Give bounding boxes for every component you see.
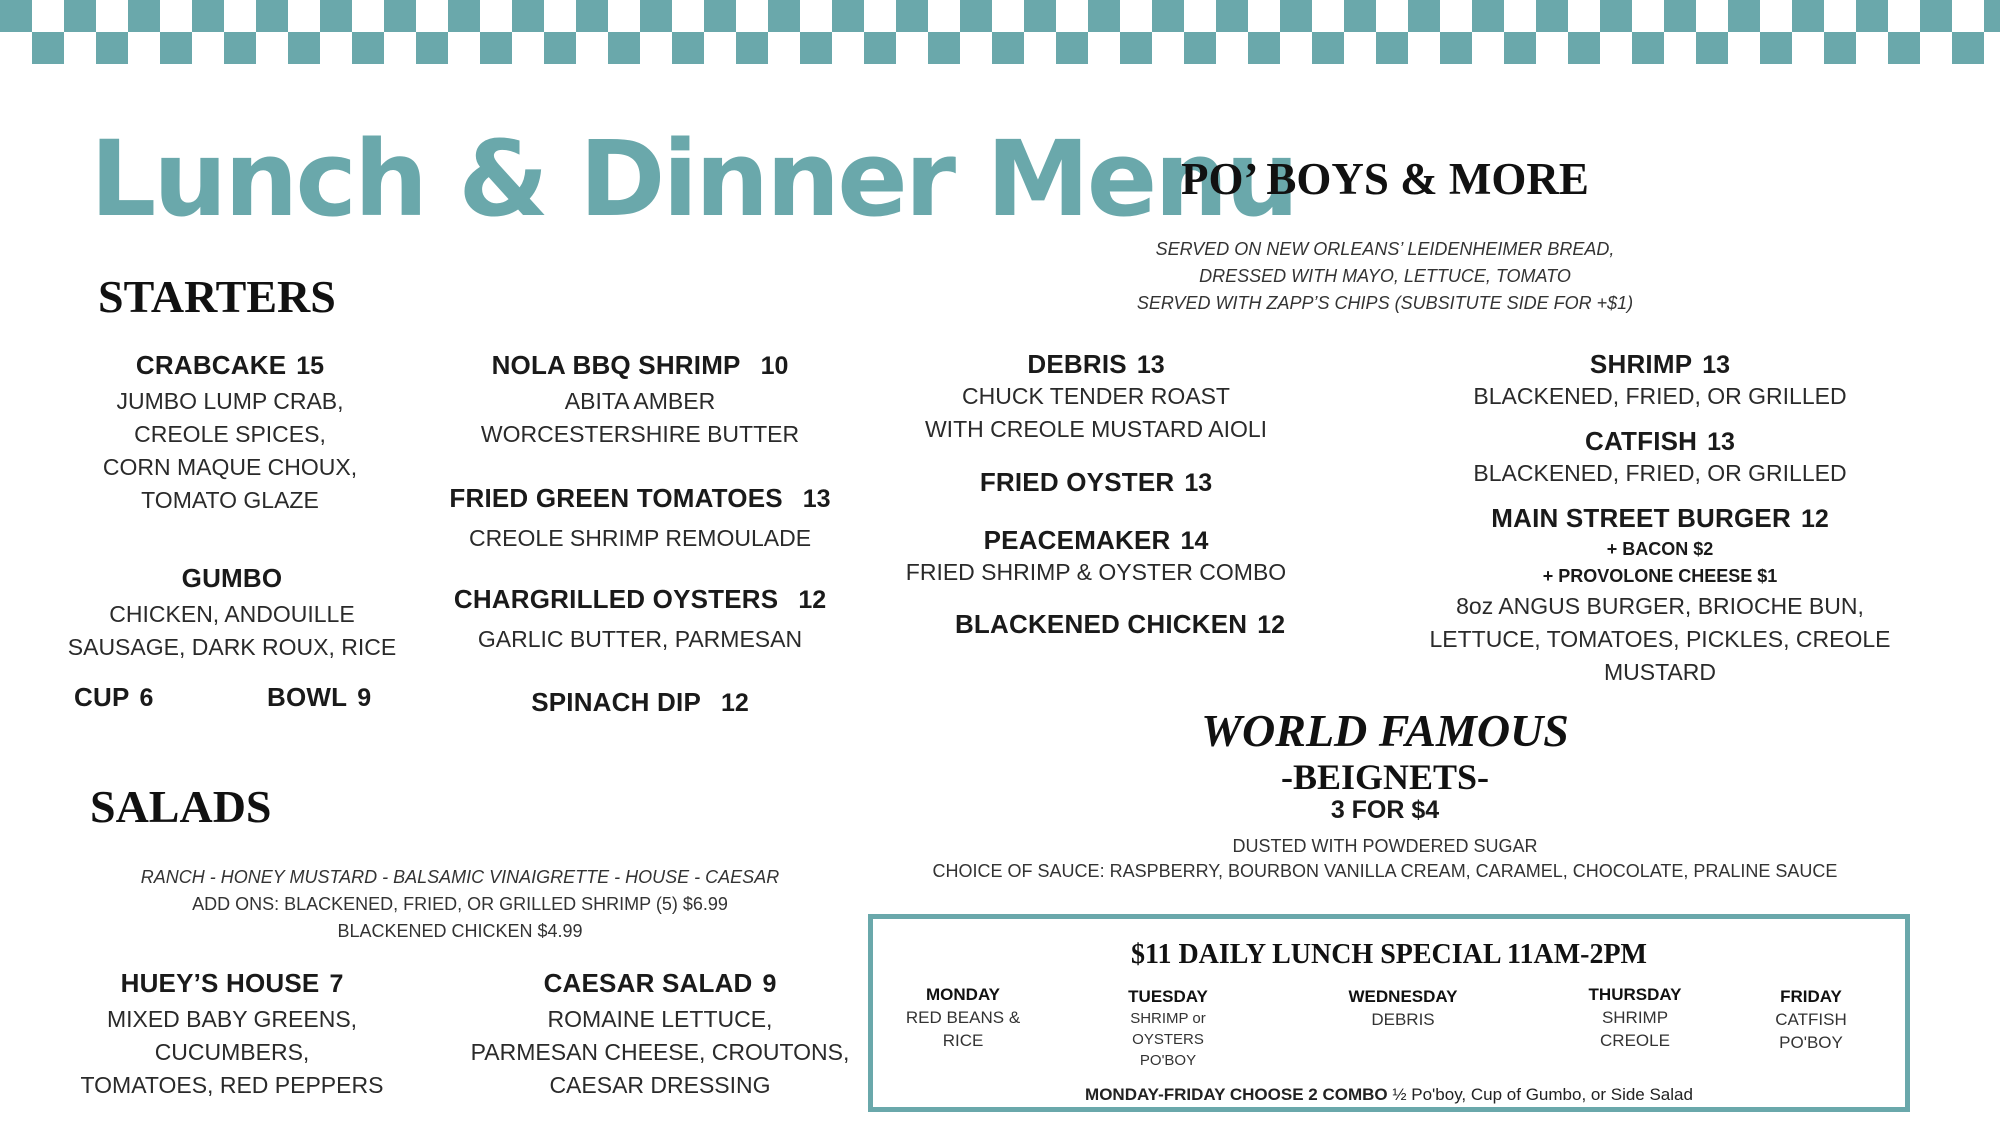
beignets-price: 3 FOR $4 <box>1330 796 1440 824</box>
checker-square <box>576 0 608 32</box>
hueys-house-item <box>62 968 402 1102</box>
checker-square <box>128 0 160 32</box>
checker-square <box>1312 32 1344 64</box>
checker-square <box>1728 0 1760 32</box>
checker-square <box>928 32 960 64</box>
peacemaker-item <box>880 525 1312 589</box>
item-desc: BLACKENED, FRIED, OR GRILLED <box>1473 460 1847 486</box>
checker-square <box>352 32 384 64</box>
beignets-desc: DUSTED WITH POWDERED SUGAR <box>1232 836 1538 856</box>
beignets-sauces: CHOICE OF SAUCE: RASPBERRY, BOURBON VANILLA CREAM, CARAMEL, CHOCOLATE, PRALINE SAUCE <box>932 861 1838 881</box>
checker-square <box>0 0 32 32</box>
item-desc: WITH CREOLE MUSTARD AIOLI <box>924 416 1268 442</box>
day-dish: PO'BOY <box>1779 1033 1843 1052</box>
item-desc: CREOLE SPICES, <box>134 421 326 447</box>
salad-addons: ADD ONS: BLACKENED, FRIED, OR GRILLED SHRIMP (5) $6.99 <box>192 894 728 914</box>
checker-square <box>1792 0 1824 32</box>
item-price: 10 <box>760 352 789 380</box>
checker-square <box>1760 32 1792 64</box>
checker-square <box>864 32 896 64</box>
checker-square <box>800 32 832 64</box>
day-dish: PO'BOY <box>1139 1052 1197 1069</box>
item-desc: CHICKEN, ANDOUILLE <box>109 601 355 627</box>
checker-square <box>1184 32 1216 64</box>
checker-square <box>192 0 224 32</box>
checker-square <box>384 0 416 32</box>
checker-square <box>224 32 256 64</box>
item-name: FRIED OYSTER <box>979 467 1175 497</box>
item-name: SPINACH DIP <box>531 687 701 717</box>
item-desc: MIXED BABY GREENS, <box>106 1006 358 1032</box>
checker-square <box>1856 0 1888 32</box>
shrimp-item <box>1420 349 1900 413</box>
lunch-special-heading: $11 DAILY LUNCH SPECIAL 11AM-2PM <box>1131 939 1647 970</box>
item-desc: ROMAINE LETTUCE, <box>547 1006 773 1032</box>
checker-square <box>1984 0 2000 32</box>
checker-square <box>160 32 192 64</box>
checker-square <box>704 0 736 32</box>
day-dish: RED BEANS & <box>905 1008 1021 1027</box>
checker-square <box>1920 0 1952 32</box>
item-price: 12 <box>1800 505 1829 533</box>
item-price: 13 <box>1136 351 1165 379</box>
checker-square <box>1536 0 1568 32</box>
checker-square <box>992 32 1024 64</box>
day-dish: CATFISH <box>1775 1010 1847 1029</box>
checker-square <box>256 0 288 32</box>
item-desc: CUCUMBERS, <box>154 1039 310 1065</box>
item-price: 12 <box>798 586 827 614</box>
checker-square <box>1216 0 1248 32</box>
checker-square <box>736 32 768 64</box>
burger-addon: + PROVOLONE CHEESE $1 <box>1542 566 1778 586</box>
checker-square <box>1504 32 1536 64</box>
day-dish: SHRIMP or <box>1130 1010 1206 1027</box>
salads-heading: SALADS <box>90 781 272 832</box>
item-name: DEBRIS <box>1027 349 1127 379</box>
combo-options: ½ Po'boy, Cup of Gumbo, or Side Salad <box>1387 1085 1693 1104</box>
checker-square <box>448 0 480 32</box>
checker-square <box>320 0 352 32</box>
checker-square <box>544 32 576 64</box>
crabcake-item <box>70 350 390 517</box>
checker-square <box>64 0 96 32</box>
item-name: SHRIMP <box>1589 349 1693 379</box>
checker-square <box>1248 32 1280 64</box>
item-name: CATFISH <box>1585 426 1698 456</box>
poboys-notes <box>1085 236 1685 317</box>
size-price: 6 <box>139 684 154 712</box>
day-dish: CREOLE <box>1600 1031 1670 1050</box>
item-desc: TOMATO GLAZE <box>141 487 319 513</box>
day-monday <box>893 983 1033 1052</box>
checker-square <box>768 0 800 32</box>
note-line: SERVED ON NEW ORLEANS’ LEIDENHEIMER BREAD, <box>1155 239 1615 259</box>
day-dish: SHRIMP <box>1601 1008 1669 1027</box>
checker-square <box>1440 32 1472 64</box>
checker-square <box>96 32 128 64</box>
item-name: MAIN STREET BURGER <box>1491 503 1791 533</box>
combo-line <box>873 1085 1905 1105</box>
debris-item <box>900 349 1292 446</box>
item-name: CRABCAKE <box>135 350 287 380</box>
day-name: FRIDAY <box>1780 987 1842 1006</box>
day-wednesday <box>1333 985 1473 1031</box>
catfish-item <box>1420 426 1900 490</box>
checker-square <box>960 0 992 32</box>
item-desc: CHUCK TENDER ROAST <box>962 383 1230 409</box>
day-tuesday <box>1098 985 1238 1071</box>
item-desc: CREOLE SHRIMP REMOULADE <box>468 525 812 551</box>
gumbo-item <box>52 563 412 664</box>
checker-square <box>608 32 640 64</box>
checker-square <box>896 0 928 32</box>
checker-square <box>1152 0 1184 32</box>
item-desc: SAUSAGE, DARK ROUX, RICE <box>67 634 397 660</box>
day-dish: OYSTERS <box>1132 1031 1204 1048</box>
day-name: WEDNESDAY <box>1348 987 1458 1006</box>
item-price: 7 <box>329 970 344 998</box>
green-tomatoes-item <box>440 483 840 555</box>
item-desc: WORCESTERSHIRE BUTTER <box>480 421 800 447</box>
item-desc: ABITA AMBER <box>564 388 716 414</box>
day-name: TUESDAY <box>1128 987 1208 1006</box>
poboys-heading: PO’ BOYS & MORE <box>1181 154 1589 204</box>
burger-item <box>1420 503 1900 689</box>
day-name: MONDAY <box>926 985 1000 1004</box>
checker-square <box>1056 32 1088 64</box>
checker-square <box>1120 32 1152 64</box>
note-line: DRESSED WITH MAYO, LETTUCE, TOMATO <box>1199 266 1571 286</box>
day-dish: DEBRIS <box>1371 1010 1435 1029</box>
checker-square <box>640 0 672 32</box>
item-desc: JUMBO LUMP CRAB, <box>116 388 344 414</box>
fried-oyster-item <box>900 467 1292 498</box>
gumbo-bowl <box>267 682 371 713</box>
checker-square <box>1696 32 1728 64</box>
checker-square <box>1824 32 1856 64</box>
item-desc: FRIED SHRIMP & OYSTER COMBO <box>905 559 1287 585</box>
checker-square <box>832 0 864 32</box>
item-name: FRIED GREEN TOMATOES <box>449 483 783 513</box>
checker-square <box>512 0 544 32</box>
item-name: BLACKENED CHICKEN <box>954 609 1248 639</box>
checker-square <box>416 32 448 64</box>
item-name: NOLA BBQ SHRIMP <box>491 350 741 380</box>
beignets-subtitle: -BEIGNETS- <box>1280 757 1490 797</box>
day-friday <box>1741 985 1881 1054</box>
salad-addons: BLACKENED CHICKEN $4.99 <box>337 921 583 941</box>
menu-title: Lunch & Dinner Menu <box>90 118 1297 240</box>
checker-square <box>1024 0 1056 32</box>
item-price: 14 <box>1180 527 1209 555</box>
salad-dressings: RANCH - HONEY MUSTARD - BALSAMIC VINAIGRETTE - HOUSE - CAESAR <box>140 867 780 887</box>
spinach-dip-item <box>440 687 840 718</box>
bbq-shrimp-item <box>440 350 840 451</box>
starters-heading: STARTERS <box>98 271 336 322</box>
checker-square <box>1952 32 1984 64</box>
checker-square <box>1280 0 1312 32</box>
checker-square <box>1344 0 1376 32</box>
day-thursday <box>1565 983 1705 1052</box>
item-desc: MUSTARD <box>1603 659 1716 685</box>
lunch-special-box <box>868 914 1910 1112</box>
item-desc: 8oz ANGUS BURGER, BRIOCHE BUN, <box>1456 593 1864 619</box>
item-desc: TOMATOES, RED PEPPERS <box>80 1072 384 1098</box>
item-desc: CORN MAQUE CHOUX, <box>102 454 358 480</box>
gumbo-cup <box>74 682 153 713</box>
size-label: BOWL <box>267 682 348 712</box>
checker-square <box>1664 0 1696 32</box>
checker-square <box>480 32 512 64</box>
item-price: 13 <box>802 485 831 513</box>
item-price: 13 <box>1707 428 1735 456</box>
item-price: 12 <box>720 689 749 717</box>
item-desc: PARMESAN CHEESE, CROUTONS, <box>470 1039 850 1065</box>
checker-square <box>1600 0 1632 32</box>
size-label: CUP <box>74 682 130 712</box>
item-name: CAESAR SALAD <box>543 968 753 998</box>
combo-label: MONDAY-FRIDAY CHOOSE 2 COMBO <box>1085 1085 1388 1104</box>
size-price: 9 <box>357 684 372 712</box>
checkered-banner <box>0 0 2000 64</box>
note-line: SERVED WITH ZAPP’S CHIPS (SUBSITUTE SIDE FOR +$1) <box>1136 293 1634 313</box>
item-price: 15 <box>296 352 325 380</box>
blackened-chicken-item <box>900 609 1340 640</box>
item-name: CHARGRILLED OYSTERS <box>453 584 779 614</box>
checker-square <box>288 32 320 64</box>
item-desc: CAESAR DRESSING <box>549 1072 771 1098</box>
burger-addon: + BACON $2 <box>1606 539 1714 559</box>
checker-square <box>1568 32 1600 64</box>
item-price: 13 <box>1184 469 1213 497</box>
item-name: GUMBO <box>181 563 283 593</box>
checker-square <box>32 32 64 64</box>
item-price: 12 <box>1257 611 1286 639</box>
checker-square <box>672 32 704 64</box>
checker-square <box>1632 32 1664 64</box>
checker-square <box>1888 32 1920 64</box>
item-desc: LETTUCE, TOMATOES, PICKLES, CREOLE <box>1429 626 1891 652</box>
checker-square <box>1472 0 1504 32</box>
caesar-salad-item <box>460 968 860 1102</box>
beignets-title: WORLD FAMOUS <box>1201 705 1569 756</box>
checker-square <box>1408 0 1440 32</box>
item-name: PEACEMAKER <box>983 525 1171 555</box>
item-name: HUEY’S HOUSE <box>120 968 320 998</box>
chargrilled-oysters-item <box>440 584 840 656</box>
item-desc: GARLIC BUTTER, PARMESAN <box>477 626 803 652</box>
item-price: 9 <box>762 970 777 998</box>
day-name: THURSDAY <box>1588 985 1682 1004</box>
day-dish: RICE <box>942 1031 984 1050</box>
item-desc: BLACKENED, FRIED, OR GRILLED <box>1473 383 1847 409</box>
checker-square <box>1088 0 1120 32</box>
checker-square <box>1376 32 1408 64</box>
item-price: 13 <box>1702 351 1731 379</box>
